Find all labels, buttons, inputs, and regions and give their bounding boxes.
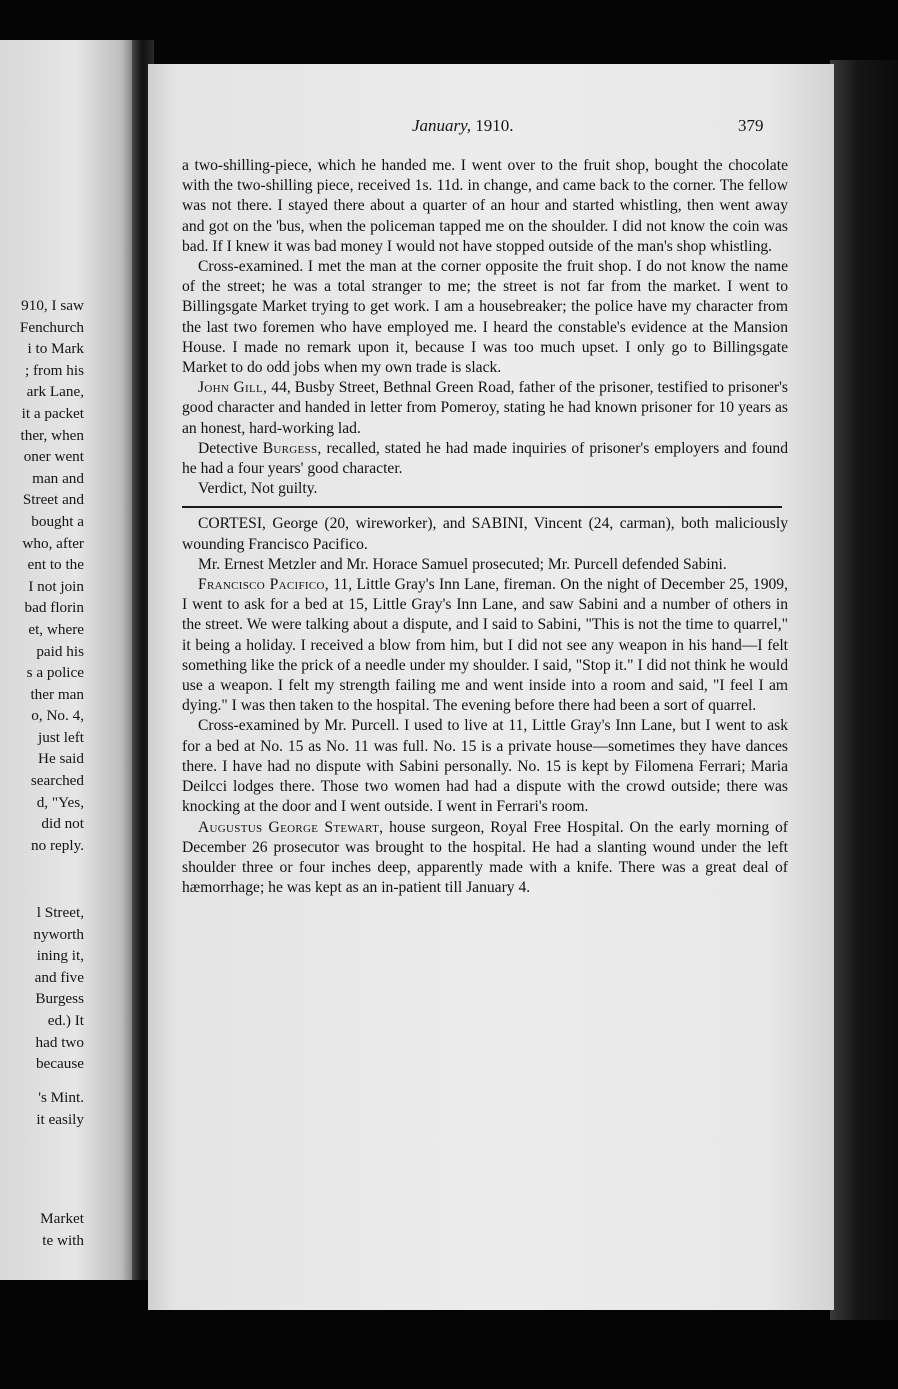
witness-name: John Gill, bbox=[198, 379, 268, 397]
facing-page-line: l Street, bbox=[36, 904, 84, 921]
facing-page-line: ent to the bbox=[27, 556, 84, 574]
book-page bbox=[148, 64, 834, 1310]
facing-page-line: ed.) It bbox=[47, 1011, 84, 1029]
paragraph-text: Cross-examined by Mr. Purcell. I used to live at 11, Little Gray's Inn Lane, but I went to ask for a bed at No. 15 as No. 11 was full. No. 15 is a private house—sometimes they have dances there. I have had no dispute with Sabini personally. No. 15 is kept by Filomena Ferrari; Maria Deilcci lodges there. Those two women had had a dispute with the crowd outside; there was knocking at the door and I went outside. I went in Ferrari's room. bbox=[182, 717, 788, 816]
page-edge-shadow bbox=[830, 60, 898, 1320]
paragraph bbox=[182, 575, 788, 716]
facing-page-line: just left bbox=[38, 728, 84, 746]
paragraph bbox=[182, 378, 788, 439]
case-divider bbox=[182, 506, 782, 508]
second-case-paragraphs bbox=[182, 555, 788, 898]
facing-page-text-middle bbox=[0, 902, 84, 1075]
running-head bbox=[412, 116, 514, 136]
facing-page bbox=[0, 40, 138, 1280]
paragraph bbox=[182, 555, 788, 575]
facing-page-line: ther man bbox=[30, 685, 84, 703]
witness-name: Burgess, bbox=[262, 439, 322, 457]
facing-page-line: bought a bbox=[31, 512, 84, 530]
case-heading: CORTESI, George (20, wireworker), and SABINI, Vincent (24, carman), both maliciously wounding Francisco Pacifico. bbox=[182, 515, 788, 553]
facing-page-line: He said bbox=[38, 750, 84, 768]
facing-page-line: who, after bbox=[22, 534, 84, 552]
facing-page-line: it a packet bbox=[21, 404, 84, 422]
facing-page-line: I not join bbox=[28, 577, 84, 595]
paragraph-lead: Detective bbox=[198, 439, 263, 457]
paragraph-text: recalled, stated he had made inquiries of prisoner's employers and found he had a four years' good character. bbox=[182, 439, 788, 478]
facing-page-line: and five bbox=[34, 968, 84, 986]
paragraph-text: house surgeon, Royal Free Hospital. On the early morning of December 26 prosecutor was brought to the hospital. He had a slanting wound under the left shoulder three or four inches deep, apparently made with a knife. There was a great deal of hæmorrhage; he was kept as an in-patient till January 4. bbox=[182, 818, 788, 897]
paragraph-text: Verdict, Not guilty. bbox=[198, 480, 318, 498]
facing-page-line: no reply. bbox=[31, 836, 84, 854]
facing-page-line: Market bbox=[40, 1210, 84, 1227]
paragraph bbox=[182, 439, 788, 479]
running-head-month: January, bbox=[412, 116, 472, 135]
facing-page-text-bottom bbox=[0, 1208, 84, 1251]
facing-page-text-tail bbox=[0, 1087, 84, 1130]
facing-page-line: searched bbox=[30, 772, 84, 790]
facing-page-line: et, where bbox=[28, 620, 84, 638]
facing-page-line: bad florin bbox=[24, 599, 84, 617]
facing-page-line: 's Mint. bbox=[38, 1089, 84, 1106]
facing-page-line: man and bbox=[32, 469, 84, 487]
facing-page-line: it easily bbox=[36, 1110, 84, 1128]
page-number: 379 bbox=[738, 116, 764, 135]
facing-page-line: 910, I saw bbox=[21, 297, 84, 314]
first-case-paragraphs bbox=[182, 156, 788, 499]
facing-page-line: s a police bbox=[26, 664, 84, 682]
facing-page-line: had two bbox=[35, 1033, 84, 1051]
paragraph-text: Mr. Ernest Metzler and Mr. Horace Samuel prosecuted; Mr. Purcell defended Sabini. bbox=[198, 555, 727, 573]
facing-page-line: did not bbox=[41, 815, 84, 833]
paragraph-text: a two-shilling-piece, which he handed me. I went over to the fruit shop, bought the chocolate with the two-shilling piece, received 1s. 11d. in change, and came back to the corner. The fellow was not there. I stayed there about a quarter of an hour and started whistling, then went away and got on the 'bus, when the policeman tapped me on the shoulder. I did not know the coin was bad. If I knew it was bad money I would not have stopped outside of the man's shop whistling. bbox=[182, 157, 788, 255]
paragraph-text: 11, Little Gray's Inn Lane, fireman. On the night of December 25, 1909, I went to ask for a bed at 15, Little Gray's Inn Lane, and saw Sabini and a number of others in the street. We were talking about a dispute, and I said to Sabini, "This is not the time to quarrel," it being a holiday. I received a blow from him, but I did not see any weapon in his hand—I felt something like the prick of a needle under my shoulder. I said, "Stop it." I did not think he would use a weapon. I felt my strength failing me and went inside into a room and said, "I feel I am dying." I was then taken to the hospital. The evening before there had been a sort of quarrel. bbox=[182, 576, 788, 715]
facing-page-line: ining it, bbox=[36, 947, 84, 965]
facing-page-line: because bbox=[35, 1055, 84, 1073]
facing-page-line: nyworth bbox=[33, 925, 84, 943]
paragraph bbox=[182, 818, 788, 899]
page-body bbox=[182, 156, 788, 898]
facing-page-line: Street and bbox=[22, 491, 84, 509]
paragraph-text: Cross-examined. I met the man at the corner opposite the fruit shop. I do not know the name of the street; he was a total stranger to me; the street is not far from the market. I went to Billingsgate Market trying to get work. I am a housebreaker; the police have my character from the last two foremen who have employed me. I heard the constable's evidence at the Mansion House. I made no remark upon it, because I was too much upset. I only go to Billingsgate Market to do odd jobs when my own trade is slack. bbox=[182, 258, 788, 377]
paragraph bbox=[182, 479, 788, 499]
facing-page-line: ther, when bbox=[20, 426, 84, 444]
witness-name: Augustus George Stewart, bbox=[198, 818, 384, 836]
paragraph bbox=[182, 257, 788, 378]
facing-page-line: d, "Yes, bbox=[36, 793, 84, 811]
facing-page-line: ; from his bbox=[24, 361, 84, 379]
facing-page-line: Burgess bbox=[35, 990, 84, 1008]
paragraph bbox=[182, 156, 788, 257]
paragraph-text: 44, Busby Street, Bethnal Green Road, father of the prisoner, testified to prisoner's good character and handed in letter from Pomeroy, stating he had known prisoner for 10 years as an honest, hard-working lad. bbox=[182, 379, 788, 437]
running-head-year: 1910. bbox=[475, 116, 514, 135]
witness-name: Francisco Pacifico, bbox=[198, 576, 329, 594]
facing-page-line: o, No. 4, bbox=[31, 707, 84, 725]
facing-page-line: te with bbox=[42, 1231, 84, 1249]
facing-page-line: ark Lane, bbox=[26, 383, 84, 401]
facing-page-text-upper bbox=[0, 295, 84, 856]
paragraph bbox=[182, 716, 788, 817]
facing-page-line: Fenchurch bbox=[19, 318, 84, 336]
facing-page-line: oner went bbox=[23, 448, 84, 466]
facing-page-line: i to Mark bbox=[27, 340, 84, 358]
facing-page-line: paid his bbox=[36, 642, 84, 660]
